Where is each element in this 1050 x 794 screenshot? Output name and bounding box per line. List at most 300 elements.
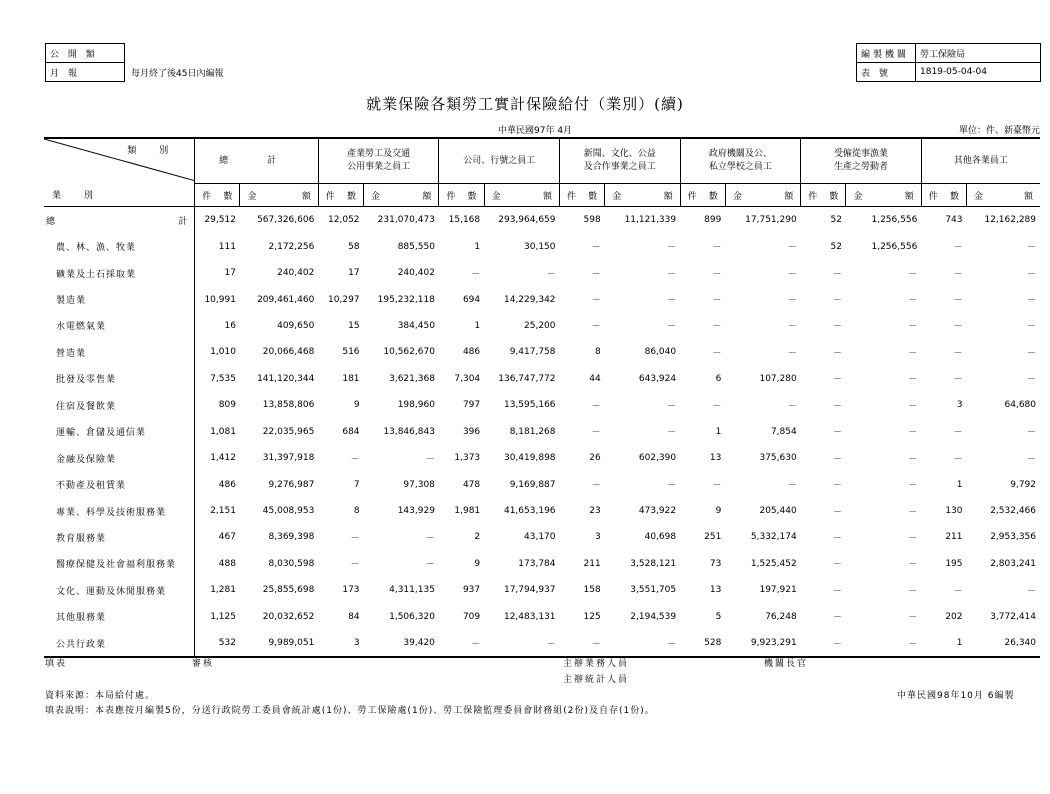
cell-count: 15,168 [448,215,481,226]
group-total-line1: 總 計 [219,155,294,166]
cell-count: 6 [715,373,722,384]
cell-amount: － [787,296,797,307]
cell-count: － [350,454,360,465]
cell-amount: 197,921 [759,585,797,596]
sub-header-char: 金 [853,191,863,202]
cell-amount: 5,332,174 [750,532,797,543]
cell-amount: 8,030,598 [268,558,315,569]
report-frequency-label: 月 報 [46,63,125,82]
total-name-char: 總 [46,216,57,227]
sub-header-char: 數 [950,191,960,202]
cell-count: － [832,296,842,307]
cell-count: 2 [474,532,481,543]
row-industry-name [44,207,195,234]
cell-amount: 13,858,806 [262,400,315,411]
sub-header-char: 件 [446,191,456,202]
cell-amount: 17,794,937 [503,585,556,596]
cell-count: 1,981 [454,506,481,517]
form-number-value: 1819-05-04-04 [916,63,1041,82]
cell-count: 709 [462,611,481,622]
cell-count: 211 [945,532,963,543]
form-number-label: 表 號 [857,63,916,82]
row-industry-name: 專業、科學及技術服務業 [44,498,195,524]
row-industry-name: 其他服務業 [44,604,195,630]
cell-amount: 8,181,268 [509,426,556,437]
cell-count: 9 [353,400,360,411]
table-row [44,445,1040,471]
cell-count: 111 [218,241,236,252]
table-row [44,577,1040,603]
cell-count: 202 [945,611,963,622]
sub-header-char: 金 [612,191,622,202]
cell-count: － [801,630,846,657]
cell-amount: － [787,481,797,492]
table-row [44,471,1040,497]
cell-amount: 40,698 [644,532,677,543]
cell-count: － [953,428,963,439]
cell-count: 26 [589,453,601,464]
cell-amount: 240,402 [397,268,435,279]
cell-amount: 31,397,918 [262,453,315,464]
cell-amount: 1,256,556 [871,215,918,226]
sub-header-char: 額 [784,191,794,202]
cell-amount: 375,630 [759,453,797,464]
cell-amount: － [787,269,797,280]
cell-amount: 2,172,256 [268,241,315,252]
group-header-fishery [801,138,922,184]
cell-amount: 198,960 [397,400,435,411]
cell-count: 486 [218,479,236,490]
cell-count: 7,304 [454,373,481,384]
cell-count: － [953,348,963,359]
cell-count: 3 [956,400,963,411]
sub-header-amount [364,184,439,207]
group-header-company [439,138,560,184]
cell-count: － [350,533,360,544]
cell-count: － [832,533,842,544]
table-row [44,286,1040,312]
cell-amount: 384,450 [397,320,435,331]
sub-header-char: 額 [904,191,914,202]
table-row [44,551,1040,577]
cell-count: － [832,428,842,439]
cell-amount: 9,989,051 [240,630,318,657]
cell-count: － [953,296,963,307]
cell-count: 130 [945,506,963,517]
cell-count: － [712,269,722,280]
cell-count: 899 [704,215,722,226]
cell-count: 12,052 [328,215,360,226]
data-source: 資料來源：本局給付處。 [45,691,156,701]
table-row [44,604,1040,630]
cell-count: 181 [342,373,360,384]
group-header-government [680,138,801,184]
cell-count: 8 [353,506,360,517]
sub-header-char: 金 [371,191,381,202]
group-industrial-line1: 產業勞工及交通 [347,149,411,159]
cell-amount: － [908,586,918,597]
cell-amount: － [787,348,797,359]
sub-header-amount [967,184,1040,207]
group-government-line1: 政府機關及公、 [708,149,772,159]
cell-amount: － [908,481,918,492]
row-industry-name: 不動產及租賃業 [44,471,195,497]
cell-count: － [832,613,842,624]
sub-header-char: 數 [223,191,233,202]
table-row [44,498,1040,524]
cell-count: 195 [945,558,963,569]
cell-amount: － [484,630,559,657]
cell-amount: － [1026,375,1036,386]
cell-count: 5 [715,611,722,622]
cell-amount: 2,194,539 [630,611,677,622]
cell-count: 173 [342,585,360,596]
cell-count: 15 [348,320,360,331]
cell-amount: 141,120,344 [257,373,315,384]
table-row [44,233,1040,259]
table-row [44,524,1040,550]
cell-amount: － [908,560,918,571]
unit-label: 單位：件、新臺幣元 [958,126,1040,136]
sub-header-count [195,184,240,207]
cell-amount: － [425,454,435,465]
total-name-spread [46,214,190,227]
cell-count: － [591,243,601,254]
cell-count: － [471,269,481,280]
cell-amount: 173,784 [518,558,556,569]
cell-count: 532 [195,630,240,657]
cell-count: － [350,560,360,571]
cell-amount: 602,390 [638,453,677,464]
table-row [44,630,1040,657]
cell-amount: － [1026,586,1036,597]
cell-count: 13 [709,453,722,464]
table-row [44,207,1040,234]
cell-amount: － [908,296,918,307]
cell-amount: － [1026,243,1036,254]
cell-amount: 2,953,356 [990,532,1036,543]
cell-amount: 1,525,452 [750,558,797,569]
cell-count: 9 [715,506,722,517]
cell-count: － [832,454,842,465]
cell-count: － [712,401,722,412]
cell-amount: 26,340 [967,630,1040,657]
cell-amount: － [1026,454,1036,465]
cell-amount: 10,562,670 [383,347,435,358]
group-header-total [195,138,319,184]
cell-amount: － [425,533,435,544]
sub-header-count [801,184,846,207]
cell-count: 1,281 [210,585,236,596]
cell-amount: － [1026,296,1036,307]
cell-count: 73 [709,558,722,569]
cell-amount: 9,923,291 [725,630,800,657]
cell-amount: 9,276,987 [268,479,315,490]
cell-amount: 567,326,606 [257,215,315,226]
cell-count: 937 [462,585,481,596]
cell-amount: － [846,630,921,657]
cell-amount: － [908,454,918,465]
table-row [44,339,1040,365]
row-industry-name: 文化、運動及休閒服務業 [44,577,195,603]
cell-count: 516 [342,347,360,358]
fill-label: 填表 [45,659,68,669]
cell-count: 17 [224,268,236,279]
cell-amount: － [908,428,918,439]
sub-header-char: 數 [588,191,598,202]
cell-count: 7 [353,479,360,490]
cell-count: － [832,586,842,597]
cell-count: 1,010 [210,347,236,358]
cell-count: 1 [474,241,481,252]
cell-count: 29,512 [204,215,236,226]
cell-count: 396 [462,426,481,437]
cell-amount: 45,008,953 [262,506,315,517]
row-industry-name: 農、林、漁、牧業 [44,233,195,259]
sub-header-char: 金 [491,191,501,202]
sub-header-char: 件 [687,191,697,202]
cell-amount: － [787,243,797,254]
cell-count: － [712,322,722,333]
form-note: 填表說明：本表應按月編製5份，分送行政院勞工委員會統計處(1份)、勞工保險處(1份)、勞工保險監理委員會財務組(2份)及自存(1份)。 [45,706,655,716]
cell-amount: 76,248 [765,611,797,622]
cell-amount: － [667,243,677,254]
cell-count: 211 [583,558,601,569]
cell-count: 2,151 [210,506,236,517]
sub-header-amount [484,184,559,207]
cell-amount: 9,417,758 [509,347,556,358]
group-fishery-line1: 受僱從事漁業 [833,149,888,159]
sub-header-char: 額 [1023,191,1033,202]
industry-axis-label: 業 別 [52,191,103,201]
group-other-line1: 其他各業員工 [953,155,1008,166]
cell-count: － [832,348,842,359]
cell-amount: － [908,348,918,359]
group-media-line2: 及合作事業之員工 [583,162,656,172]
cell-amount: 3,551,705 [630,585,677,596]
cell-count: 467 [218,532,236,543]
cell-count: 488 [218,558,236,569]
cell-amount: － [667,428,677,439]
cell-amount: 11,121,339 [624,215,677,226]
stats-officer-label: 主辦統計人員 [563,675,630,685]
disclosure-label: 公 開 類 [46,44,125,63]
cell-count: 13 [709,585,722,596]
cell-amount: 86,040 [644,347,677,358]
cell-count: 52 [830,215,842,226]
cell-amount: － [787,322,797,333]
cell-count: 10,991 [204,294,236,305]
cell-amount: － [667,269,677,280]
cell-count: 1 [921,630,966,657]
cell-amount: － [667,322,677,333]
cell-amount: 12,162,289 [984,215,1036,226]
agency-value: 勞工保險局 [916,44,1041,63]
cell-count: － [560,630,605,657]
cell-amount: 240,402 [277,268,315,279]
cell-amount: 136,747,772 [498,373,556,384]
cell-count: 809 [218,400,236,411]
cell-amount: 4,311,135 [389,585,435,596]
corner-header [44,138,195,207]
row-industry-name: 醫療保健及社會福利服務業 [44,551,195,577]
row-industry-name: 金融及保險業 [44,445,195,471]
sub-header-char: 金 [247,191,257,202]
cell-count: 44 [589,373,601,384]
cell-amount: 231,070,473 [377,215,435,226]
total-name-char: 計 [178,216,189,227]
group-header-industrial [318,138,439,184]
cell-count: － [712,348,722,359]
cell-amount: 17,751,290 [745,215,797,226]
row-industry-name: 礦業及土石採取業 [44,260,195,286]
table-row [44,313,1040,339]
sub-header-char: 件 [567,191,577,202]
table-row [44,419,1040,445]
cell-amount: 293,964,659 [498,215,556,226]
cell-amount: 1,506,320 [389,611,435,622]
sub-header-char: 數 [467,191,477,202]
cell-amount: 9,792 [1010,479,1036,490]
cell-amount: － [1026,428,1036,439]
cell-count: － [832,269,842,280]
sub-header-char: 額 [301,191,311,202]
sub-header-char: 額 [422,191,432,202]
cell-amount: 205,440 [759,506,797,517]
cell-amount: 12,483,131 [503,611,556,622]
cell-count: 1 [474,320,481,331]
sub-header-char: 件 [928,191,938,202]
cell-amount: － [908,269,918,280]
cell-amount: － [787,401,797,412]
cell-amount: 30,419,898 [503,453,556,464]
cell-amount: 20,032,652 [262,611,315,622]
cell-amount: 3,772,414 [990,611,1036,622]
group-government-line2: 私立學校之員工 [708,162,772,172]
cell-count: 8 [595,347,601,358]
cell-amount: 43,170 [524,532,556,543]
cell-amount: 2,532,466 [990,506,1036,517]
cell-count: 10,297 [328,294,360,305]
row-industry-name: 教育服務業 [44,524,195,550]
row-industry-name: 水電燃氣業 [44,313,195,339]
row-industry-name: 住宿及餐飲業 [44,392,195,418]
cell-amount: 30,150 [524,241,556,252]
cell-amount: － [1026,322,1036,333]
row-industry-name: 公共行政業 [44,630,195,657]
group-header-media [560,138,681,184]
group-fishery-line2: 生產之勞動者 [833,162,888,172]
cell-amount: 9,169,887 [509,479,556,490]
sub-header-count [318,184,363,207]
cell-count: － [591,296,601,307]
sub-header-char: 件 [808,191,818,202]
cell-count: 1 [956,479,963,490]
cell-amount: 25,855,698 [262,585,315,596]
cell-count: 23 [589,506,601,517]
report-title: 就業保險各類勞工實計保險給付（業別）(續) [366,95,684,113]
sub-header-char: 件 [202,191,212,202]
cell-amount: 97,308 [403,479,435,490]
cell-count: － [591,322,601,333]
cell-count: － [832,375,842,386]
cell-count: － [832,560,842,571]
compiled-date: 中華民國98年10月 6編製 [897,691,1015,701]
cell-count: － [832,481,842,492]
cell-amount: － [605,630,680,657]
cell-count: 684 [342,426,360,437]
agency-head-label: 機關長官 [764,659,809,669]
sub-header-char: 數 [347,191,357,202]
cell-amount: 885,550 [397,241,435,252]
cell-amount: 643,924 [638,373,677,384]
sub-header-char: 數 [829,191,839,202]
cell-amount: 209,461,460 [257,294,315,305]
table-row [44,366,1040,392]
cell-amount: － [425,560,435,571]
cell-count: 3 [595,532,601,543]
cell-amount: － [908,322,918,333]
cell-count: 251 [704,532,722,543]
cell-amount: 195,232,118 [377,294,435,305]
cell-count: 3 [318,630,363,657]
cell-count: － [712,296,722,307]
cell-count: 486 [462,347,481,358]
cell-amount: － [908,375,918,386]
cell-count: 1,081 [210,426,236,437]
report-deadline: 每月終了後45日內編報 [131,69,224,79]
cell-count: － [591,481,601,492]
cell-amount: － [908,507,918,518]
group-industrial-line2: 公用事業之員工 [347,162,411,172]
sub-header-char: 數 [708,191,718,202]
cell-count: － [953,243,963,254]
sub-header-count [560,184,605,207]
cell-count: － [712,243,722,254]
sub-header-char: 金 [732,191,742,202]
group-company-line1: 公司、行號之員工 [463,155,536,166]
row-industry-name: 製造業 [44,286,195,312]
cell-count: － [591,428,601,439]
cell-amount: 473,922 [638,506,677,517]
cell-count: 1 [715,426,722,437]
cell-count: 9 [474,558,481,569]
cell-count: 158 [583,585,601,596]
cell-count: 125 [583,611,601,622]
row-industry-name: 營造業 [44,339,195,365]
cell-amount: － [667,296,677,307]
cell-count: 528 [680,630,725,657]
sub-header-char: 件 [325,191,335,202]
cell-count: － [832,507,842,518]
cell-count: － [953,454,963,465]
header-right-box [856,43,1041,82]
cell-count: － [712,481,722,492]
cell-amount: 14,229,342 [503,294,556,305]
cell-amount: 25,200 [524,320,556,331]
sub-header-amount [605,184,680,207]
sub-header-amount [725,184,800,207]
cell-amount: 39,420 [364,630,439,657]
row-industry-name: 運輸、倉儲及通信業 [44,419,195,445]
cell-amount: 13,846,843 [383,426,435,437]
cell-count: 797 [462,400,481,411]
cell-count: 1,373 [454,453,481,464]
cell-amount: － [1026,269,1036,280]
cell-amount: 64,680 [1004,400,1036,411]
cell-count: － [591,269,601,280]
cell-amount: 13,595,166 [503,400,556,411]
